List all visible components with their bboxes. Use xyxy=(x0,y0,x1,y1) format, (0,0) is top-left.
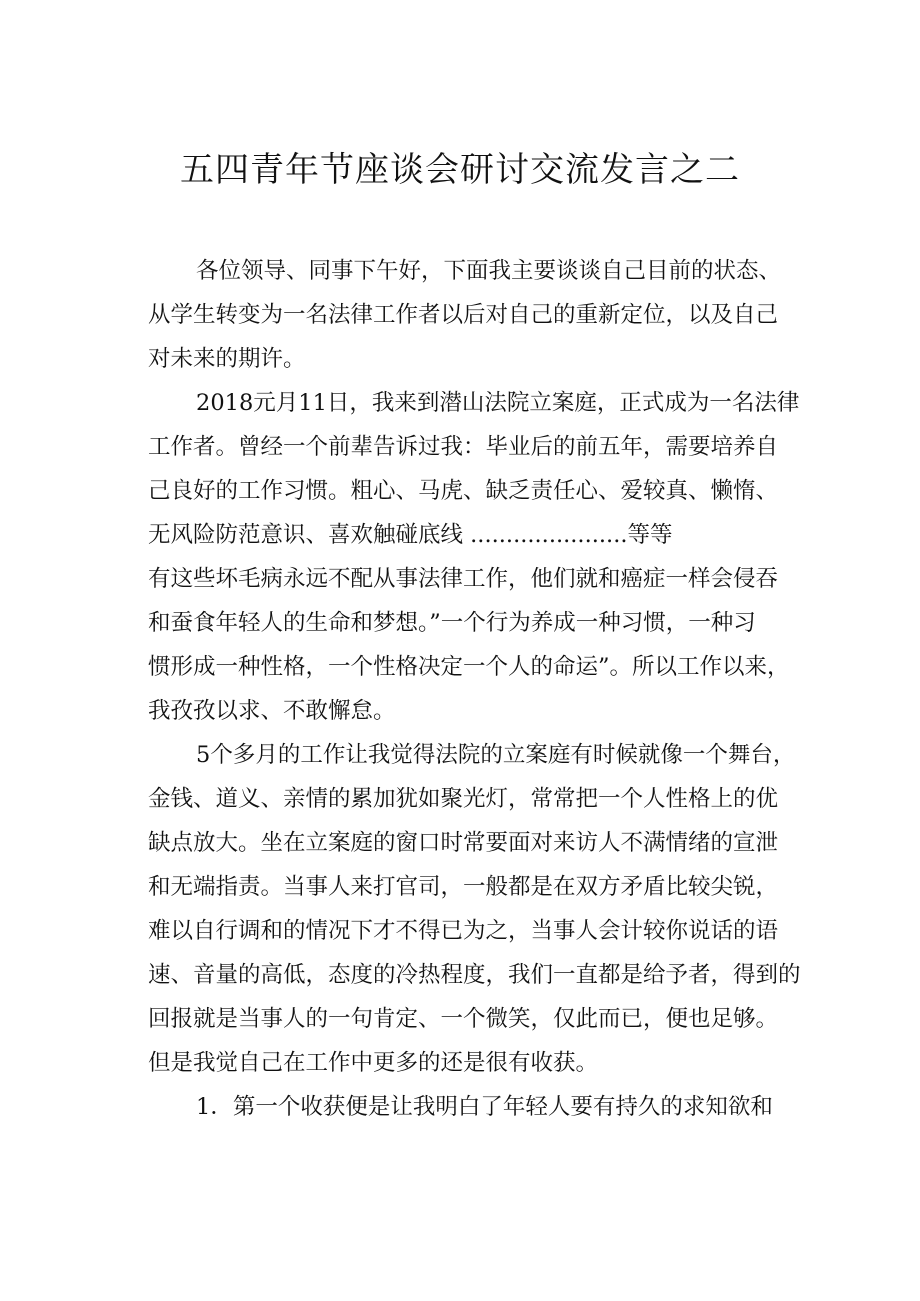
paragraph-line: 有这些坏毛病永远不配从事法律工作，他们就和癌症一样会侵吞 xyxy=(148,566,779,592)
paragraph-line: 己良好的工作习惯。粗心、马虎、缺乏责任心、爱较真、懒惰、 xyxy=(148,478,779,504)
paragraph-line: 我孜孜以求、不敢懈怠。 xyxy=(148,698,396,724)
paragraph-line: 惯形成一种性格，一个性格决定一个人的命运”。所以工作以来， xyxy=(148,654,790,680)
paragraph-line: 回报就是当事人的一句肯定、一个微笑，仅此而已，便也足够。 xyxy=(148,1006,779,1032)
paragraph-line: 金钱、道义、亲情的累加犹如聚光灯，常常把一个人性格上的优 xyxy=(148,786,779,812)
paragraph-line: 和蚕食年轻人的生命和梦想。”一个行为养成一种习惯，一种习 xyxy=(148,610,756,636)
paragraph-line: 无风险防范意识、喜欢触碰底线 ......................等等 xyxy=(148,522,673,548)
paragraph-line: 难以自行调和的情况下才不得已为之，当事人会计较你说话的语 xyxy=(148,918,779,944)
paragraph-line: 工作者。曾经一个前辈告诉过我：毕业后的前五年，需要培养自 xyxy=(148,434,779,460)
paragraph-line: 缺点放大。坐在立案庭的窗口时常要面对来访人不满情绪的宣泄 xyxy=(148,830,779,856)
paragraph-line: 2018元月11日，我来到潜山法院立案庭，正式成为一名法律 xyxy=(196,390,800,416)
paragraph-line: 对未来的期许。 xyxy=(148,346,306,372)
document-title: 五四青年节座谈会研讨交流发言之二 xyxy=(180,150,740,190)
paragraph-line: 和无端指责。当事人来打官司，一般都是在双方矛盾比较尖锐， xyxy=(148,874,779,900)
paragraph-line: 5个多月的工作让我觉得法院的立案庭有时候就像一个舞台， xyxy=(196,742,796,768)
paragraph-line: 1．第一个收获便是让我明白了年轻人要有持久的求知欲和 xyxy=(196,1094,773,1120)
paragraph-line: 从学生转变为一名法律工作者以后对自己的重新定位，以及自己 xyxy=(148,302,779,328)
paragraph-line: 速、音量的高低，态度的冷热程度，我们一直都是给予者，得到的 xyxy=(148,962,801,988)
paragraph-line: 但是我觉自己在工作中更多的还是很有收获。 xyxy=(148,1050,599,1076)
paragraph-line: 各位领导、同事下午好，下面我主要谈谈自己目前的状态、 xyxy=(196,258,782,284)
